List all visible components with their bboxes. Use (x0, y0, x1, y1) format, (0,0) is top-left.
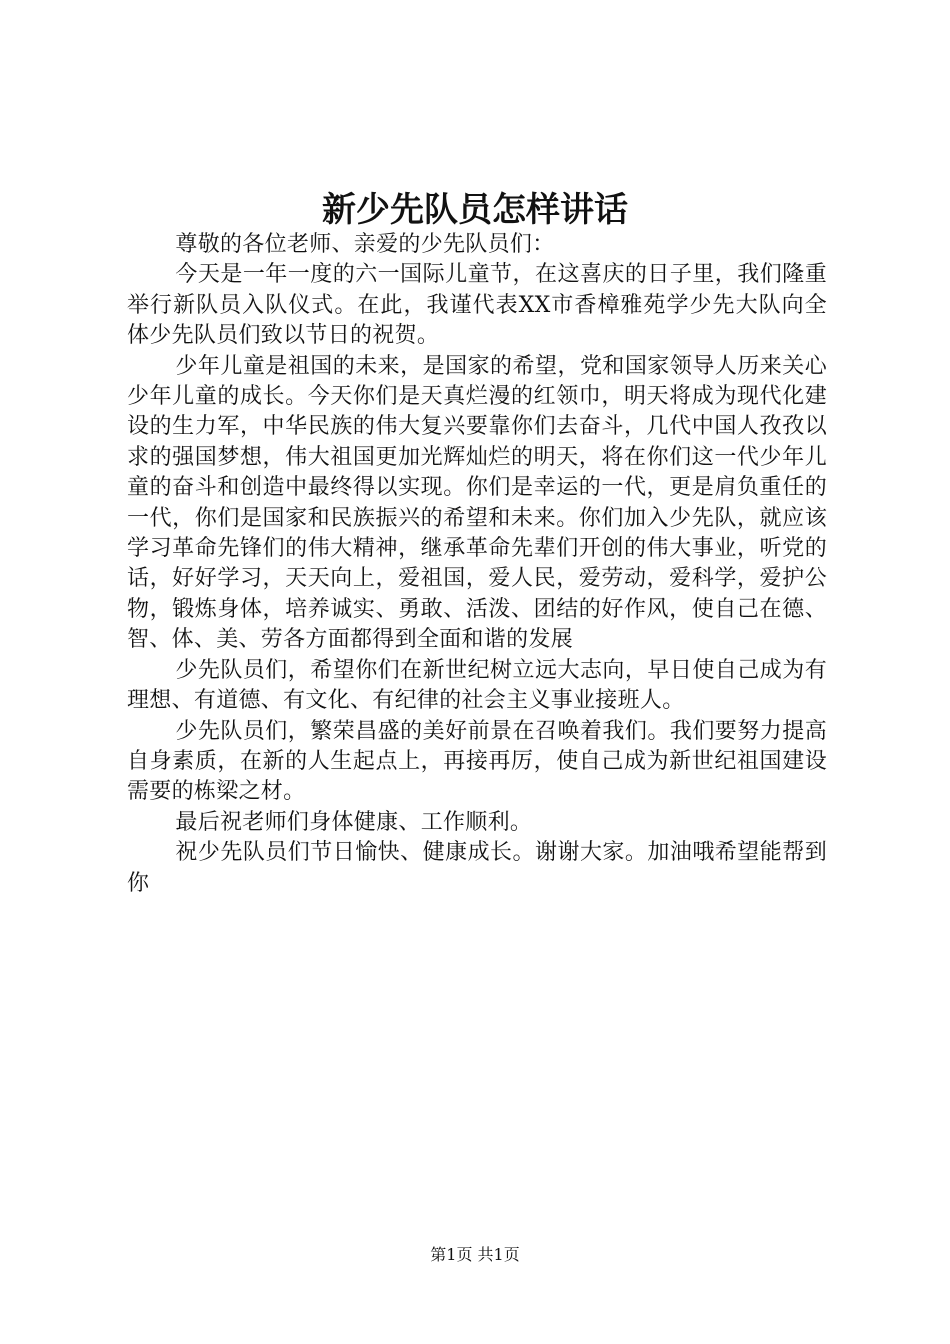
document-body (127, 230, 827, 899)
body-paragraph: 今天是一年一度的六一国际儿童节，在这喜庆的日子里，我们隆重举行新队员入队仪式。在此，我谨代表XX市香樟雅苑学少先大队向全体少先队员们致以节日的祝贺。 (127, 262, 827, 349)
body-paragraph: 少先队员们，希望你们在新世纪树立远大志向，早日使自己成为有理想、有道德、有文化、有纪律的社会主义事业接班人。 (127, 657, 827, 714)
document-title: 新少先队员怎样讲话 (322, 190, 628, 230)
body-paragraph: 少年儿童是祖国的未来，是国家的希望，党和国家领导人历来关心少年儿童的成长。今天你们是天真烂漫的红领巾，明天将成为现代化建设的生力军，中华民族的伟大复兴要靠你们去奋斗，几代中国人孜孜以求的强国梦想，伟大祖国更加光辉灿烂的明天，将在你们这一代少年儿童的奋斗和创造中最终得以实现。你们是幸运的一代，更是肩负重任的一代，你们是国家和民族振兴的希望和未来。你们加入少先队，就应该学习革命先锋们的伟大精神，继承革命先辈们开创的伟大事业，听党的话，好好学习，天天向上，爱祖国，爱人民，爱劳动，爱科学，爱护公物，锻炼身体，培养诚实、勇敢、活泼、团结的好作风，使自己在德、智、体、美、劳各方面都得到全面和谐的发展 (127, 353, 827, 653)
body-paragraph: 最后祝老师们身体健康、工作顺利。 (175, 809, 533, 835)
page-footer: 第1页 共1页 (430, 1245, 520, 1264)
body-paragraph: 少先队员们，繁荣昌盛的美好前景在召唤着我们。我们要努力提高自身素质，在新的人生起点上，再接再厉，使自己成为新世纪祖国建设需要的栋梁之材。 (127, 718, 827, 805)
salutation-paragraph: 尊敬的各位老师、亲爱的少先队员们： (175, 232, 555, 257)
closing-paragraph: 祝少先队员们节日愉快、健康成长。谢谢大家。加油哦希望能帮到你 (127, 840, 827, 896)
